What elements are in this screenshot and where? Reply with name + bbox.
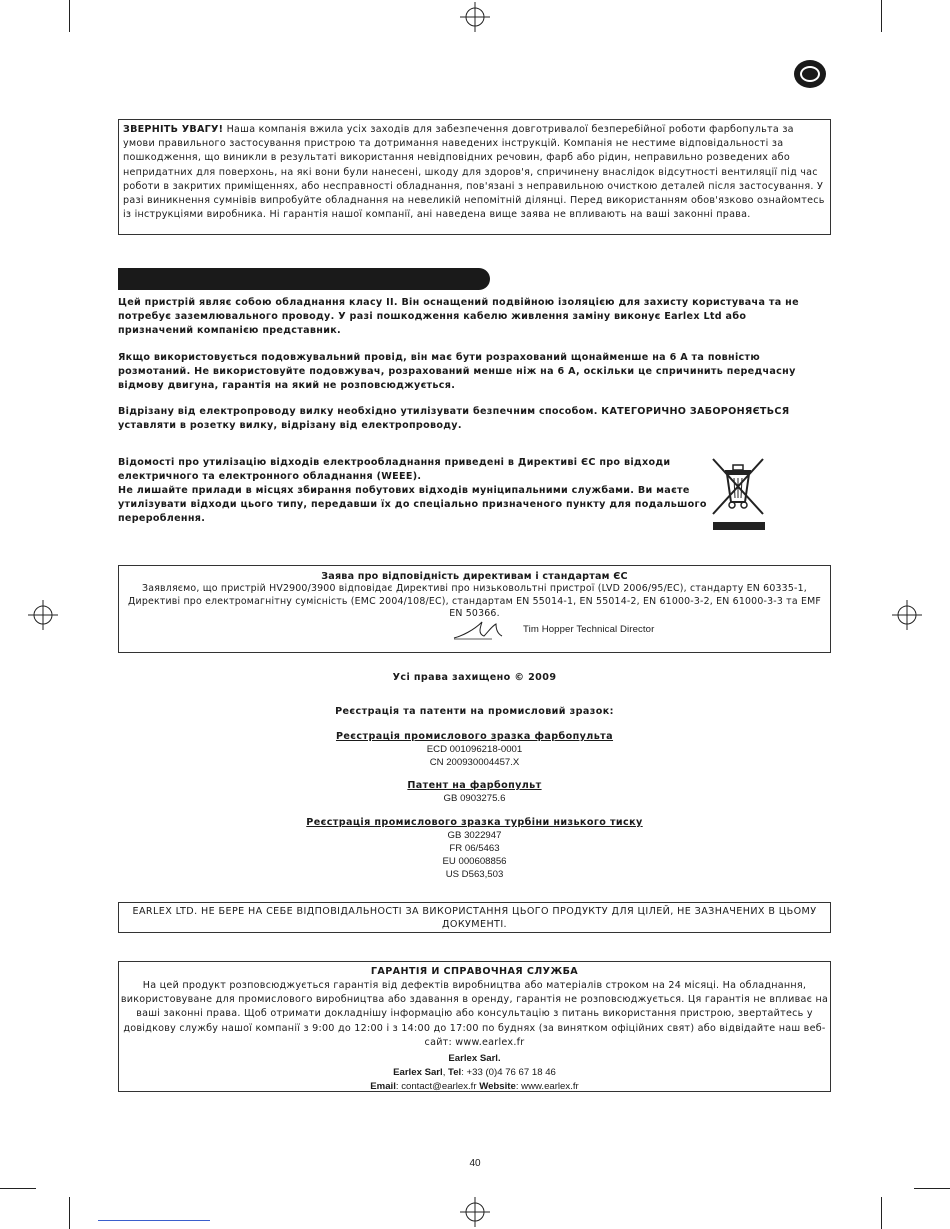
crop-mark-icon [914,1188,950,1189]
warning-lead: ЗВЕРНІТЬ УВАГУ! [123,124,224,135]
declaration-title: Заява про відповідність директивам і стандартам ЄС [321,571,628,582]
crop-mark-icon [69,0,70,32]
warranty-box [118,961,831,1092]
warranty-body: На цей продукт розповсюджується гарантія від дефектів виробництва або матеріалів строком на 24 місяці. На обладнання, використовуване для промислового виробництва або здавання в оренду, гарантія не розповсюджується. Ця гарантія не впливає на ваші законні права. Щоб отримати докладнішу інформацію або консультацію з питань використання пристрою, звертайтесь у довідкову службу нашої компанії з 9:00 до 12:00 і з 14:00 до 17:00 по буднях (за винятком офіційних свят) або відвідайте наш веб-сайт: www.earlex.fr [120,980,829,1048]
language-badge-icon [794,60,826,88]
contact-phone: Earlex Sarl, Tel: +33 (0)4 76 67 18 46 [393,1067,556,1079]
registrations-heading: Реєстрація та патенти на промисловий зразок: [335,706,614,717]
crossed-out-bin-icon [710,456,766,532]
warning-body: Наша компанія вжила усіх заходів для забезпечення довготривалої безперебійної роботи фарбопульта за умови правильного застосування пристрою та дотримання наведених інструкцій. Компанія не нестиме відповідальності за пошкодження, що виникли в результаті використання невідповідних речовин, фарб або рідин, неправильно розведених або непридатних для поверхонь, на які вони були нанесені, шкоду для здоров'я, спричинену внаслідок відсутності вентиляції під час роботи в закритих приміщеннях, або несправності обладнання, пов'язані з неправильною очисткою деталей після застосування. У разі виникнення сумнівів випробуйте обладнання на невеликій непомітній ділянці. Перед використанням обов'язково ознайомтесь із інструкціями виробника. Ні гарантія нашої компанії, ані наведена вище заява не впливають на ваші законні права. [123,124,825,221]
contact-email-website: Email: contact@earlex.fr Website: www.earlex.fr [370,1081,579,1093]
crop-mark-icon [0,1188,36,1189]
warranty-title: ГАРАНТІЯ И СПРАВОЧНАЯ СЛУЖБА [370,966,579,977]
crop-mark-icon [881,1197,882,1229]
signatory: Tim Hopper Technical Director [523,624,655,635]
weee-disposal-paragraph: Не лишайте прилади в місцях збирання побутових відходів муніципальними службами. Ви маєте утилізувати відходи цього типу, передавши їх до спеціально призначеного пункту для подальшого перероблення. [118,485,707,524]
registration-item: EU 000608856 [442,856,507,867]
declaration-body: Заявляємо, що пристрій HV2900/3900 відповідає Директиві про низьковольтні пристрої (LVD 2006/95/EC), стандарту EN 60335-1, Директиві про електромагнітну сумісність (EMC 2004/108/EC), стандартам EN 55014-1, EN 55014-2, EN 61000-3-2, EN 61000-3-3 та EMF EN 50366. [128,583,821,619]
class-ii-paragraph: Цей пристрій являє собою обладнання класу II. Він оснащений подвійною ізоляцією для захисту користувача та не потребує заземлювального проводу. У разі пошкодження кабелю живлення заміну виконує Earlex Ltd або призначений компанією представник. [118,297,799,336]
weee-info-paragraph: Відомості про утилізацію відходів електрообладнання приведені в Директиві ЄС про відходи електричного та електронного обладнання (WEEE). [118,457,671,482]
registration-mark-icon [460,1197,490,1227]
plug-disposal-paragraph: Відрізану від електропроводу вилку необхідно утилізувати безпечним способом. КАТЕГОРИЧНО ЗАБОРОНЯЄТЬСЯ уставляти в розетку вилку, відрізану від електропроводу. [118,406,790,431]
warning-text [123,123,826,222]
registration-item: FR 06/5463 [449,843,500,854]
registration-item: GB 3022947 [447,830,502,841]
registration-item: CN 200930004457.X [429,757,520,768]
disclaimer-box [118,902,831,933]
registration-item: GB 0903275.6 [443,793,506,804]
registration-group-title: Реєстрація промислового зразка фарбопульта [335,731,614,742]
warning-box [118,119,831,235]
registration-group [118,779,831,805]
company-name: Earlex Sarl. [448,1053,501,1065]
registration-group [118,816,831,881]
section-header-bar [118,268,490,290]
disclaimer-text: EARLEX LTD. НЕ БЕРЕ НА СЕБЕ ВІДПОВІДАЛЬНОСТІ ЗА ВИКОРИСТАННЯ ЦЬОГО ПРОДУКТУ ДЛЯ ЦІЛЕЙ, НЕ ЗАЗНАЧЕНИХ В ЦЬОМУ ДОКУМЕНТІ. [132,906,817,930]
registration-mark-icon [28,600,58,630]
copyright-line: Усі права захищено © 2009 [392,672,557,683]
page-number: 40 [469,1158,481,1169]
signature-icon [452,616,510,642]
registration-mark-icon [892,600,922,630]
registration-group-title: Реєстрація промислового зразка турбіни низького тиску [306,817,643,828]
extension-cord-paragraph: Якщо використовується подовжувальний провід, він має бути розрахований щонайменше на 6 A та повністю розмотаний. Не використовуйте подовжувач, розрахований менше ніж на 6 A, оскільки це спричинить передчасну відмову двигуна, гарантія на який не розповсюджується. [118,352,796,391]
registration-item: US D563,503 [445,869,504,880]
registration-group [118,730,831,769]
crop-mark-icon [69,1197,70,1229]
crop-mark-icon [881,0,882,32]
registration-group-title: Патент на фарбопульт [407,780,542,791]
footer-link-line [98,1220,210,1221]
registration-mark-icon [460,2,490,32]
registration-item: ECD 001096218-0001 [426,744,523,755]
